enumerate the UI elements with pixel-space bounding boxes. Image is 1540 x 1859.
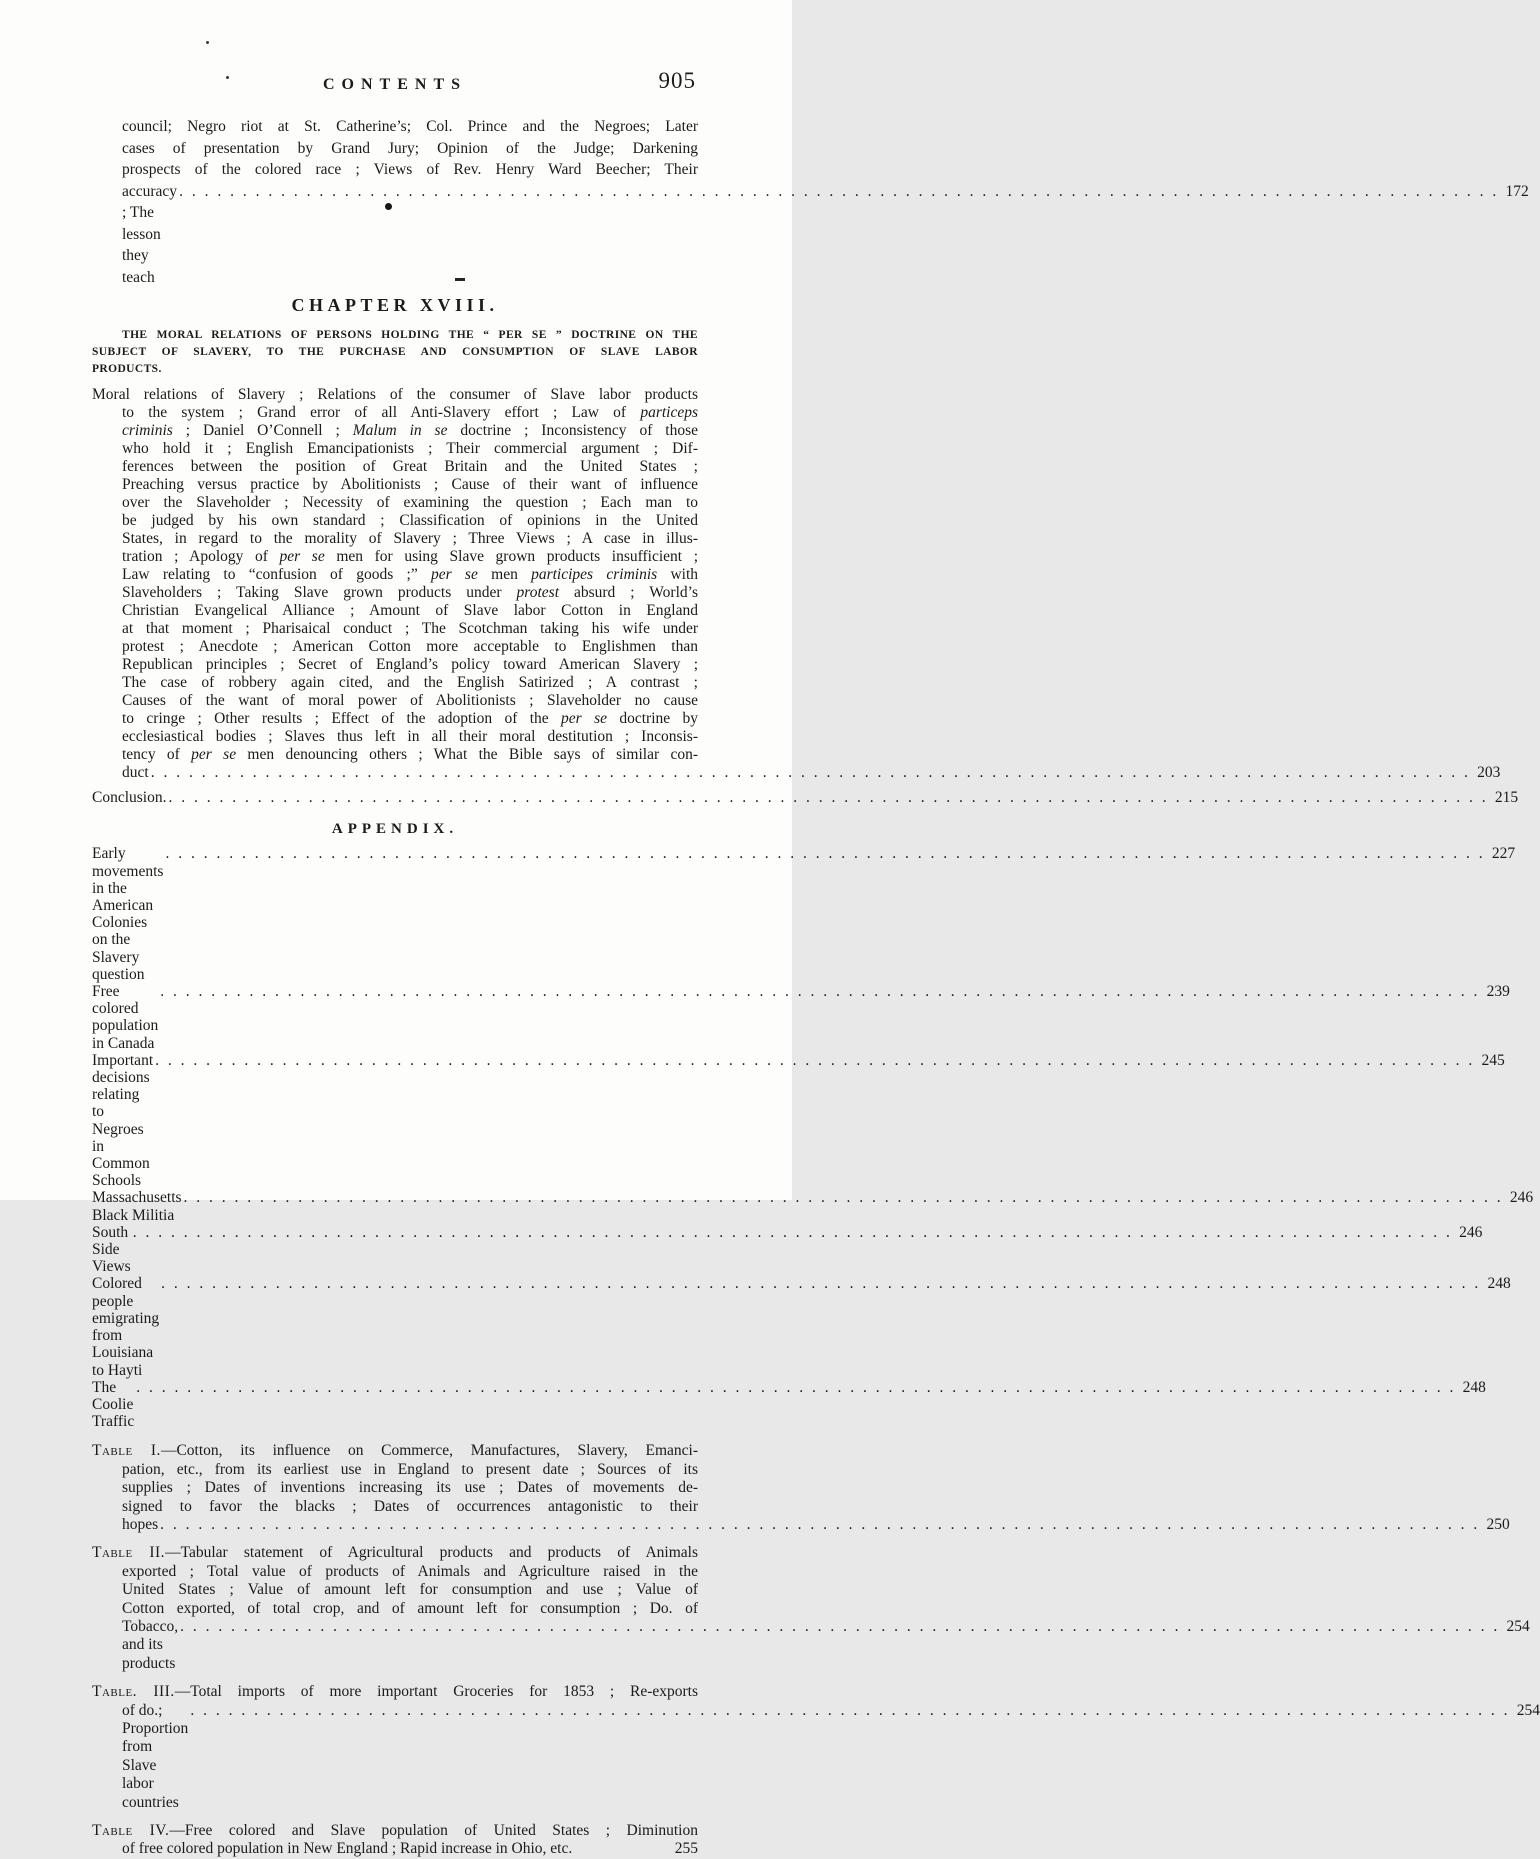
- text-line: exported ; Total value of products of Animals and Agriculture raised in the: [122, 1562, 698, 1580]
- entry-text: accuracy ; The lesson they teach: [122, 182, 178, 286]
- dot-leader: [165, 845, 1485, 862]
- text-line: Christian Evangelical Alliance ; Amount of Slave labor Cotton in England: [122, 602, 698, 619]
- entry-text: of do.; Proportion from Slave labor countries: [122, 1701, 189, 1811]
- text-line: Table. III.—Total imports of more important Groceries for 1853 ; Re-exports: [92, 1683, 698, 1701]
- dot-leader: [136, 1379, 1456, 1396]
- text-line: to the system ; Grand error of all Anti-Slavery effort ; Law of particeps: [122, 404, 698, 421]
- table-label: Table IV.: [92, 1822, 170, 1840]
- dot-leader: [160, 983, 1480, 1000]
- text-line: tration ; Apology of per se men for using Slave grown products insufficient ;: [122, 548, 698, 565]
- entry-text: Free colored population in Canada: [92, 983, 159, 1052]
- table-entry: [92, 1822, 698, 1859]
- dot-leader: [184, 1189, 1504, 1206]
- toc-entry: [122, 1701, 1540, 1812]
- continued-entry-lines: [122, 116, 698, 181]
- table-label: Table I.: [92, 1442, 161, 1460]
- entry-text: hopes: [122, 1515, 159, 1533]
- toc-entry: [92, 1223, 1483, 1276]
- text-line: who hold it ; English Emancipationists ; Their commercial argument ; Dif-: [122, 440, 698, 457]
- text-line: supplies ; Dates of inventions increasing its use ; Dates of movements de-: [122, 1479, 698, 1497]
- dot-leader: [161, 1275, 1481, 1292]
- dot-leader: [190, 1702, 1510, 1720]
- chapter-summary: [92, 386, 1501, 782]
- dot-leader: [180, 1618, 1500, 1636]
- entry-text: South Side Views: [92, 1223, 131, 1276]
- print-artifact: [455, 278, 465, 281]
- page-ref: 239: [1486, 983, 1510, 1001]
- text-line: Law relating to “confusion of goods ;” per se men participes criminis with: [122, 566, 699, 583]
- print-speck: [226, 76, 229, 79]
- page-ref: 227: [1491, 845, 1516, 863]
- page-ref: 248: [1462, 1378, 1486, 1396]
- page-ref: 254: [1506, 1617, 1530, 1635]
- toc-entry: [92, 1378, 1486, 1431]
- print-speck: [206, 41, 209, 44]
- text-line: Table I.—Cotton, its influence on Commerce, Manufactures, Slavery, Emanci-: [92, 1442, 698, 1460]
- dot-leader: [133, 1224, 1453, 1241]
- text-line: protest ; Anecdote ; American Cotton more acceptable to Englishmen than: [122, 638, 698, 655]
- text-line: criminis ; Daniel O’Connell ; Malum in se doctrine ; Inconsistency of those: [122, 422, 698, 439]
- text-line: signed to favor the blacks ; Dates of occurrences antagonistic to their: [122, 1497, 698, 1515]
- toc-entry: [122, 764, 1501, 782]
- table-entry: [92, 1442, 1510, 1534]
- table-entry: [92, 1544, 1530, 1673]
- dot-leader: [151, 764, 1471, 782]
- chapter-summary-lines: [92, 386, 699, 764]
- text-line: over the Slaveholder ; Necessity of examining the question ; Each man to: [122, 494, 698, 511]
- entry-text: Important decisions relating to Negroes in Common Schools: [92, 1051, 154, 1190]
- dot-leader: [160, 1516, 1480, 1534]
- table-label: Table. III.: [92, 1683, 175, 1701]
- text-line: THE MORAL RELATIONS OF PERSONS HOLDING THE “ PER SE ” DOCTRINE ON THE: [122, 329, 698, 341]
- text-line: pation, etc., from its earliest use in England to present date ; Sources of its: [122, 1460, 698, 1478]
- text-line: The case of robbery again cited, and the English Satirized ; A contrast ;: [122, 674, 698, 691]
- toc-entry: [92, 845, 1516, 983]
- text-line: PRODUCTS.: [92, 363, 162, 375]
- page-ref: 254: [1516, 1701, 1540, 1719]
- text-line: States, in regard to the morality of Slavery ; Three Views ; A case in illus-: [122, 530, 698, 547]
- page-ref: 246: [1509, 1189, 1534, 1207]
- page-ref: 203: [1477, 764, 1501, 781]
- text-line: Cotton exported, of total crop, and of amount left for consumption ; Do. of: [122, 1599, 698, 1617]
- toc-entry: [92, 983, 1510, 1052]
- appendix-list: [92, 845, 1534, 1431]
- text-line: Moral relations of Slavery ; Relations of the consumer of Slave labor products: [92, 386, 698, 403]
- table-label: Table II.: [92, 1544, 166, 1562]
- contents-title: CONTENTS: [322, 76, 468, 93]
- text-line: ferences between the position of Great Britain and the United States ;: [122, 458, 698, 475]
- toc-entry: [122, 1515, 1510, 1534]
- toc-entry: [92, 1189, 1534, 1224]
- entry-text: of free colored population in New England ; Rapid increase in Ohio, etc.: [122, 1840, 573, 1858]
- text-line: at that moment ; Pharisaical conduct ; The Scotchman taking his wife under: [122, 620, 698, 637]
- chapter-heading: CHAPTER XVIII.: [291, 295, 499, 315]
- text-line: prospects of the colored race ; Views of Rev. Henry Ward Beecher; Their: [122, 161, 698, 178]
- page-ref: 246: [1459, 1223, 1483, 1241]
- page-ref: 248: [1487, 1275, 1511, 1293]
- page-ref: 215: [1494, 789, 1519, 806]
- text-line: be judged by his own standard ; Classification of opinions in the United: [122, 512, 698, 529]
- appendix-heading: APPENDIX.: [331, 821, 459, 838]
- entry-text: Early movements in the American Colonies on the Slavery question: [92, 845, 164, 983]
- conclusion-entry: [92, 789, 1519, 807]
- toc-entry: [92, 1051, 1505, 1190]
- text-line: Causes of the want of moral power of Abolitionists ; Slaveholder no cause: [122, 692, 698, 709]
- entry-text: The Coolie Traffic: [92, 1378, 135, 1431]
- text-line: Table II.—Tabular statement of Agricultural products and products of Animals: [92, 1544, 698, 1562]
- entry-text: Conclusion.: [92, 789, 167, 806]
- dot-leader: [155, 1052, 1475, 1069]
- page-number: 905: [658, 68, 696, 93]
- chapter-subtitle: [92, 327, 698, 378]
- text-line: council; Negro riot at St. Catherine’s; Col. Prince and the Negroes; Later: [122, 118, 698, 135]
- entry-text: Massachusetts Black Militia: [92, 1189, 182, 1224]
- entry-text: Tobacco, and its products: [122, 1617, 179, 1672]
- toc-entry: [122, 181, 1529, 289]
- page-ref: 172: [1505, 182, 1529, 200]
- text-line: Preaching versus practice by Abolitionists ; Cause of their want of influence: [122, 476, 698, 493]
- ink-blot-icon: [385, 203, 392, 210]
- page-ref: 250: [1486, 1515, 1510, 1533]
- text-line: United States ; Value of amount left for consumption and use ; Value of: [122, 1581, 698, 1599]
- table-entries: [92, 1442, 1540, 1859]
- toc-entry: [92, 1275, 1511, 1379]
- table-entry: [92, 1683, 1540, 1812]
- toc-entry: [122, 1617, 1530, 1673]
- page-ref: 245: [1481, 1051, 1505, 1069]
- text-line: to cringe ; Other results ; Effect of the adoption of the per se doctrine by: [122, 710, 698, 727]
- text-line: tency of per se men denouncing others ; What the Bible says of similar con-: [122, 746, 698, 763]
- toc-entry: [122, 1840, 698, 1858]
- entry-text: Colored people emigrating from Louisiana to Hayti: [92, 1275, 160, 1379]
- text-line: Table IV.—Free colored and Slave population of United States ; Diminution: [92, 1822, 698, 1840]
- page-ref: 255: [674, 1840, 698, 1858]
- entry-text: duct: [122, 764, 149, 781]
- dot-leader: [169, 789, 1489, 807]
- text-line: Slaveholders ; Taking Slave grown products under protest absurd ; World’s: [122, 584, 698, 601]
- text-line: SUBJECT OF SLAVERY, TO THE PURCHASE AND CONSUMPTION OF SLAVE LABOR: [92, 346, 698, 358]
- text-line: ecclesiastical bodies ; Slaves thus left in all their moral destitution ; Inconsis-: [122, 728, 698, 745]
- continued-entry: [122, 116, 1529, 288]
- text-line: cases of presentation by Grand Jury; Opinion of the Judge; Darkening: [122, 139, 698, 157]
- dot-leader: [179, 181, 1499, 203]
- text-line: Republican principles ; Secret of England’s policy toward American Slavery ;: [122, 656, 698, 673]
